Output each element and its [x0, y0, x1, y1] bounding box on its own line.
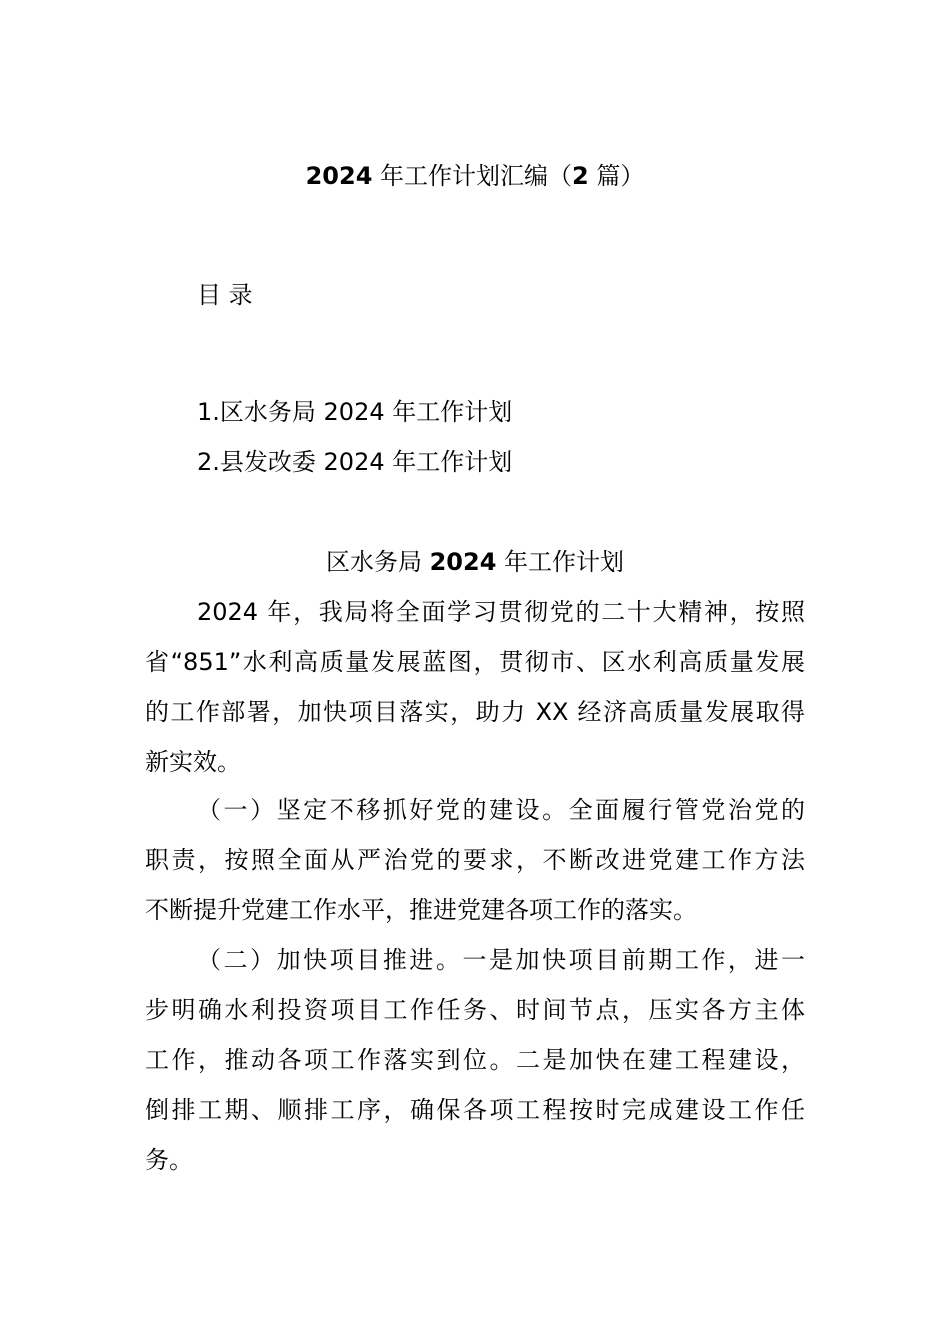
section-heading-suffix: 年工作计划	[496, 548, 625, 576]
paragraph-line: 新实效。	[145, 748, 241, 776]
paragraph-line: 倒排工期、顺排工序，确保各项工程按时完成建设工作任	[145, 1096, 805, 1124]
paragraph-line: （一）坚定不移抓好党的建设。全面履行管党治党的	[197, 796, 805, 824]
title-count: 2	[572, 162, 589, 190]
title-year: 2024	[305, 162, 373, 190]
title-end: 篇）	[588, 162, 645, 190]
title-middle: 年工作计划汇编（	[372, 162, 573, 190]
document-title	[0, 151, 950, 201]
section-heading-prefix: 区水务局	[325, 548, 430, 576]
paragraph-line: 务。	[145, 1146, 193, 1174]
section-heading-year: 2024	[429, 548, 497, 576]
section-heading	[0, 537, 950, 587]
toc-heading: 目 录	[197, 281, 253, 309]
toc-item: 1.区水务局 2024 年工作计划	[197, 398, 513, 426]
paragraph-line: 职责，按照全面从严治党的要求，不断改进党建工作方法	[145, 846, 805, 874]
paragraph-line: 工作，推动各项工作落实到位。二是加快在建工程建设，	[145, 1046, 805, 1074]
paragraph-line: 省“851”水利高质量发展蓝图，贯彻市、区水利高质量发展	[145, 648, 805, 676]
toc-item: 2.县发改委 2024 年工作计划	[197, 448, 513, 476]
paragraph-line: 2024 年，我局将全面学习贯彻党的二十大精神，按照	[197, 598, 805, 626]
paragraph-line: 不断提升党建工作水平，推进党建各项工作的落实。	[145, 896, 697, 924]
paragraph-line: 的工作部署，加快项目落实，助力 XX 经济高质量发展取得	[145, 698, 805, 726]
paragraph-line: （二）加快项目推进。一是加快项目前期工作，进一	[197, 946, 805, 974]
paragraph-line: 步明确水利投资项目工作任务、时间节点，压实各方主体	[145, 996, 805, 1024]
